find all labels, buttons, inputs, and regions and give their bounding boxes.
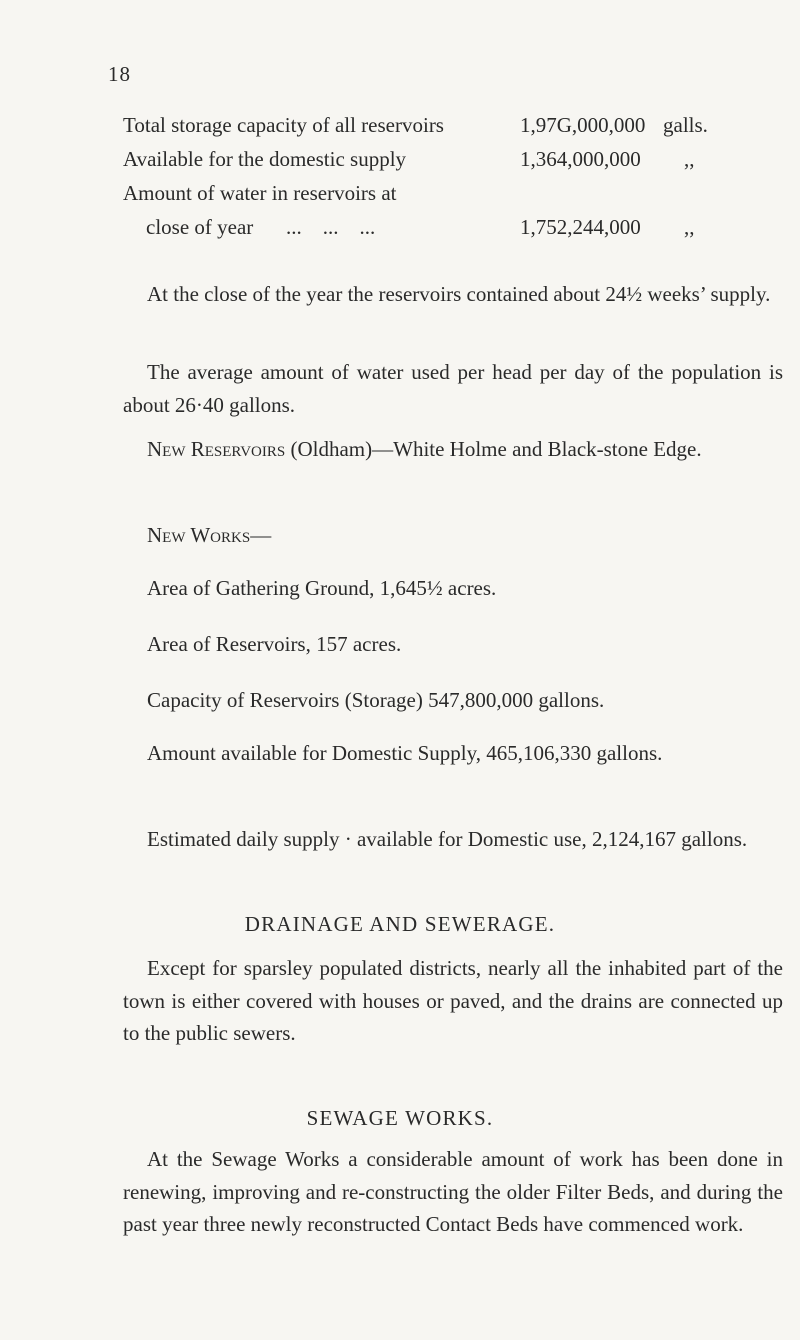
paragraph-sewage <box>123 1143 783 1241</box>
row-label: Amount of water in reservoirs at <box>123 181 397 205</box>
paragraph-estimated-daily <box>123 823 783 856</box>
lead-in: New Works <box>147 523 251 547</box>
table-row <box>123 181 783 211</box>
paragraph-text: Except for sparsley populated districts, nearly all the inhabited part of the town is either covered with houses or paved, and the drains are connected up to the public sewers. <box>123 956 783 1045</box>
paragraph-new-reservoirs <box>123 433 783 466</box>
paragraph-capacity <box>147 684 783 717</box>
heading-sewage-works: SEWAGE WORKS. <box>306 1106 494 1130</box>
row-value: 1,97G,000,000 <box>520 113 646 137</box>
paragraph-new-works <box>123 519 783 552</box>
paragraph-area-reservoirs <box>147 628 783 661</box>
page-number: 18 <box>108 62 131 86</box>
paragraph-text: Capacity of Reservoirs (Storage) 547,800,000 gallons. <box>147 688 605 712</box>
lead-in: New Reservoirs <box>147 437 286 461</box>
row-label: close of year <box>146 215 254 239</box>
paragraph-text: — <box>250 523 272 547</box>
row-value: 1,364,000,000 <box>520 147 641 171</box>
row-unit: ,, <box>684 215 695 239</box>
paragraph-text: Estimated daily supply · available for Domestic use, 2,124,167 gallons. <box>147 827 748 851</box>
paragraph-text: At the close of the year the reservoirs contained about 24½ weeks’ supply. <box>147 282 771 306</box>
table-row <box>123 113 783 143</box>
table-row <box>146 215 800 245</box>
paragraph-drainage <box>123 952 783 1050</box>
row-value: 1,752,244,000 <box>520 215 641 239</box>
paragraph-text: At the Sewage Works a considerable amount of work has been done in renewing, improving and re-constructing the older Filter Beds, and during the past year three newly reconstructed Contact Beds have commenced work. <box>123 1147 783 1236</box>
paragraph-text: Area of Gathering Ground, 1,645½ acres. <box>147 576 497 600</box>
row-unit: galls. <box>663 113 708 137</box>
row-label: Total storage capacity of all reservoirs <box>123 113 444 137</box>
paragraph-average-use <box>123 356 783 421</box>
table-row <box>123 147 783 177</box>
leader-dots: ... ... ... <box>286 215 376 239</box>
paragraph-text: Area of Reservoirs, 157 acres. <box>147 632 402 656</box>
paragraph-text: (Oldham)—White Holme and Black-stone Edge. <box>285 437 702 461</box>
heading-drainage: DRAINAGE AND SEWERAGE. <box>244 912 556 936</box>
paragraph-reservoir-supply <box>123 278 783 311</box>
row-label: Available for the domestic supply <box>123 147 407 171</box>
paragraph-amount-available <box>123 737 783 770</box>
row-unit: ,, <box>684 147 695 171</box>
paragraph-text: The average amount of water used per head per day of the population is about 26·40 gallons. <box>123 360 783 417</box>
paragraph-gathering-ground <box>147 572 783 605</box>
paragraph-text: Amount available for Domestic Supply, 465,106,330 gallons. <box>147 741 663 765</box>
